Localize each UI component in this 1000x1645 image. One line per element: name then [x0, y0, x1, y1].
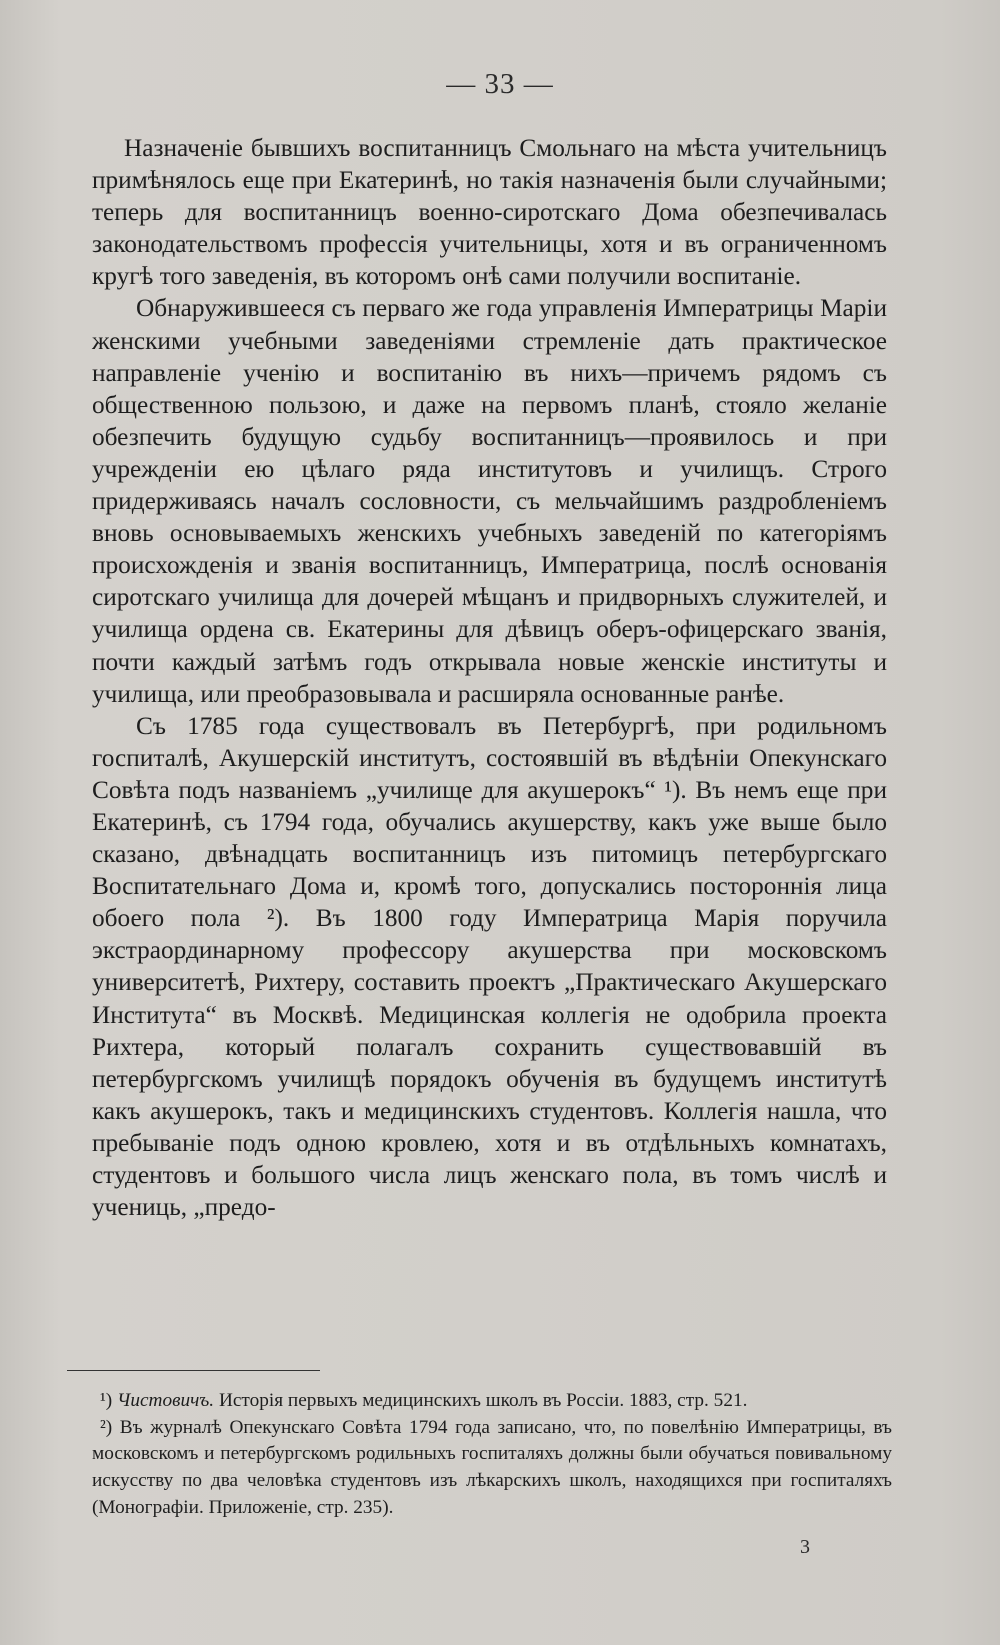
page-number: — 33 —: [446, 68, 554, 100]
footnote-2-mark: ²): [100, 1416, 113, 1438]
footnotes: [92, 1388, 892, 1522]
footnote-1-author: Чистовичъ.: [117, 1390, 215, 1411]
body-text: [92, 132, 887, 1223]
footnote-2-text: Въ журналѣ Опекунскаго Совѣта 1794 года записано, что, по повелѣнію Императрицы, въ московскомъ и петербургскомъ родильныхъ госпиталяхъ должны были обучаться повивальному искусству по два человѣка студентовъ изъ лѣкарскихъ школъ, находящихся при госпиталяхъ (Монографіи. Приложеніе, стр. 235).: [92, 1416, 892, 1518]
paragraph-2: Обнаружившееся съ перваго же года управленія Императрицы Маріи женскими учебными заведеніями стремленіе дать практическое направленіе ученію и воспитанію въ нихъ—причемъ рядомъ съ общественною пользою, и даже на первомъ планѣ, стояло желаніе обезпечить будущую судьбу воспитанницъ—проявилось и при учрежденіи ею цѣлаго ряда институтовъ и училищъ. Строго придерживаясь началъ сословности, съ мельчайшимъ раздробленіемъ вновь основываемыхъ женскихъ учебныхъ заведеній по категоріямъ происхожденія и званія воспитанницъ, Императрица, послѣ основанія сиротскаго училища для дочерей мѣщанъ и придворныхъ служителей, и училища ордена св. Екатерины для дѣвицъ оберъ-офицерскаго званія, почти каждый затѣмъ годъ открывала новые женскіе институты и училища, или преобразовывала и расширяла основанные ранѣе.: [92, 294, 887, 708]
footnote-1-text: Исторія первыхъ медицинскихъ школъ въ Россіи. 1883, стр. 521.: [218, 1390, 748, 1411]
paragraph-1: Назначеніе бывшихъ воспитанницъ Смольнаго на мѣста учительницъ примѣнялось еще при Екатеринѣ, но такія назначенія были случайными; теперь для воспитанницъ военно-сиротскаго Дома обезпечивалась законодательствомъ профессія учительницы, хотя и въ ограниченномъ кругѣ того заведенія, въ которомъ онѣ сами получили воспитаніе.: [92, 134, 887, 291]
footnote-1: [92, 1388, 892, 1415]
footnote-divider: [67, 1370, 320, 1371]
signature-mark: 3: [800, 1536, 810, 1558]
footnote-2: [92, 1415, 892, 1522]
paragraph-3: Съ 1785 года существовалъ въ Петербургѣ, при родильномъ госпиталѣ, Акушерскій институтъ, состоявшій въ вѣдѣніи Опекунскаго Совѣта подъ названіемъ „училище для акушерокъ“ ¹). Въ немъ еще при Екатеринѣ, съ 1794 года, обучались акушерству, какъ уже выше было сказано, двѣнадцать воспитанницъ изъ питомицъ петербургскаго Воспитательнаго Дома и, кромѣ того, допускались постороннія лица обоего пола ²). Въ 1800 году Императрица Марія поручила экстраординарному профессору акушерства при московскомъ университетѣ, Рихтеру, составить проектъ „Практическаго Акушерскаго Института“ въ Москвѣ. Медицинская коллегія не одобрила проекта Рихтера, который полагалъ сохранить существовавшій въ петербургскомъ училищѣ порядокъ обученія въ будущемъ институтѣ какъ акушерокъ, такъ и медицинскихъ студентовъ. Коллегія нашла, что пребываніе подъ одною кровлею, хотя и въ отдѣльныхъ комнатахъ, студентовъ и большого числа лицъ женскаго пола, въ томъ числѣ и учениць, „предо-: [92, 711, 887, 1222]
footnote-1-mark: ¹): [100, 1390, 113, 1411]
